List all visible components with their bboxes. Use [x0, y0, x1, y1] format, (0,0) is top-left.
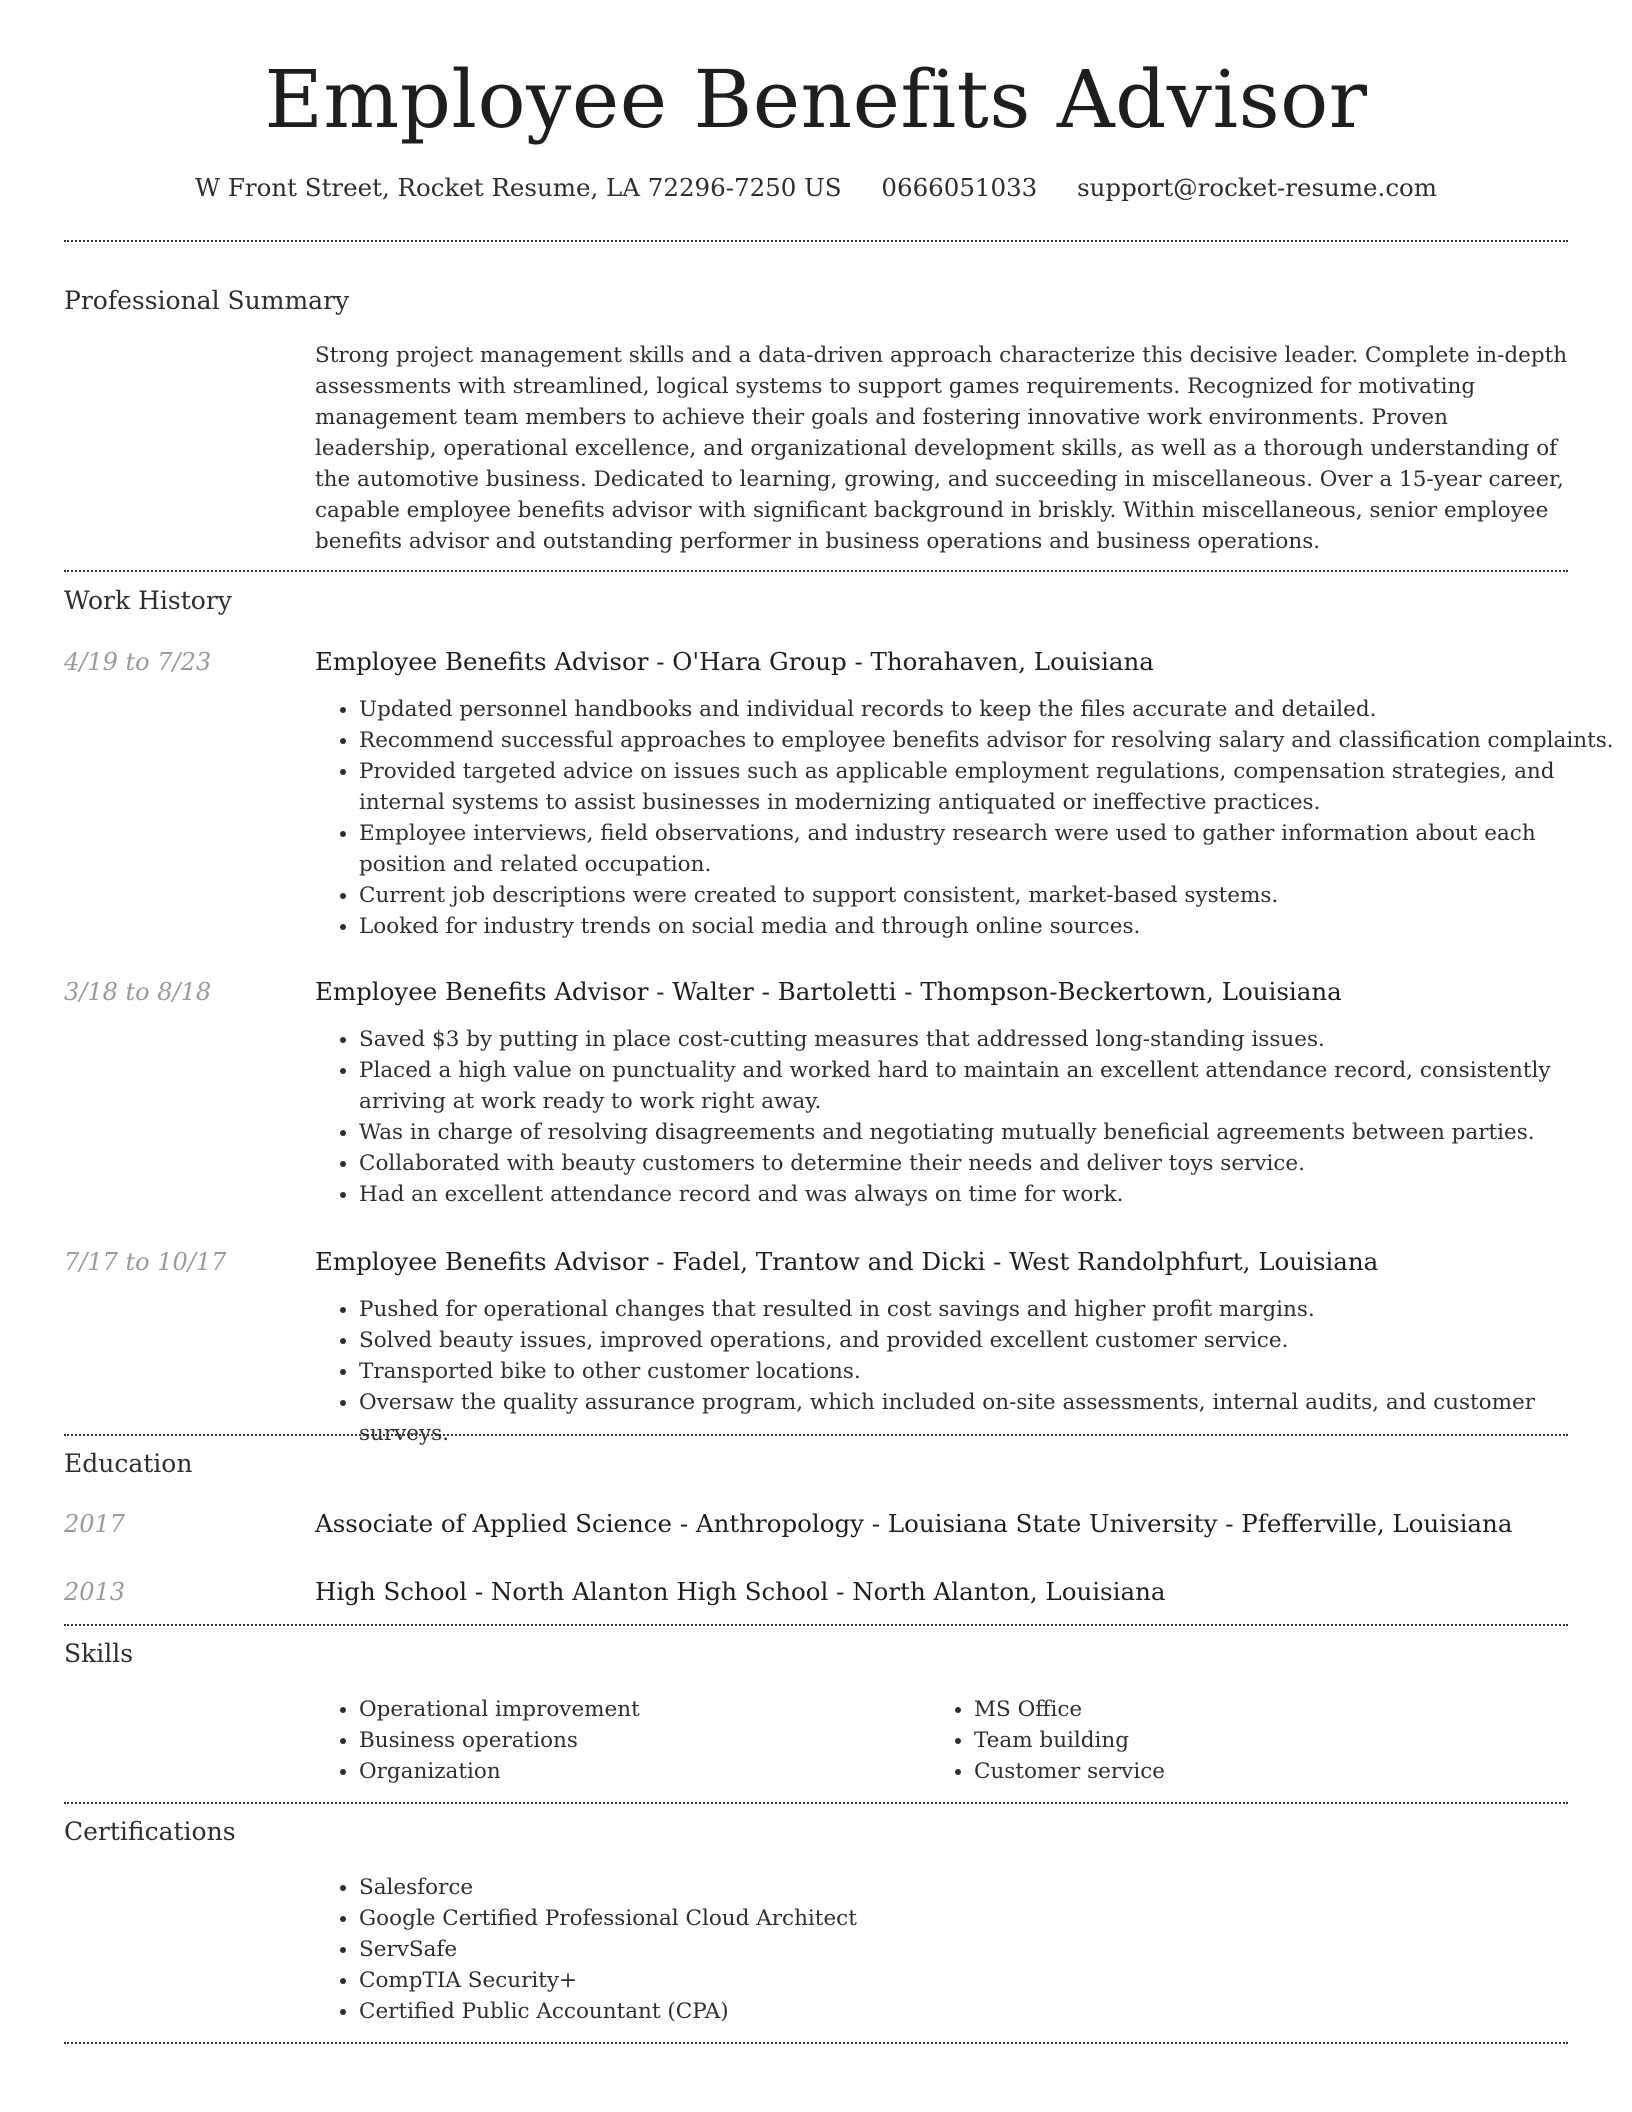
job-heading: Employee Benefits Advisor - Walter - Bartoletti - Thompson-Beckertown, Louisiana	[315, 977, 1342, 1006]
contact-address: W Front Street, Rocket Resume, LA 72296-7250 US	[194, 173, 842, 202]
job-bullet: • Transported bike to other customer locations.	[359, 1356, 1614, 1387]
job-heading: Employee Benefits Advisor - Fadel, Trantow and Dicki - West Randolphfurt, Louisiana	[315, 1247, 1379, 1276]
section-title-summary: Professional Summary	[64, 286, 350, 315]
job-bullet: • Recommend successful approaches to employee benefits advisor for resolving salary and classification complaints.	[359, 725, 1614, 756]
certification-item: • CompTIA Security+	[359, 1965, 1614, 1996]
resume-title: Employee Benefits Advisor	[264, 53, 1368, 146]
job-heading: Employee Benefits Advisor - O'Hara Group - Thorahaven, Louisiana	[315, 647, 1154, 676]
skills-list-left	[315, 1694, 959, 1787]
job-bullet: • Updated personnel handbooks and individual records to keep the files accurate and detailed.	[359, 694, 1614, 725]
job-bullet: • Pushed for operational changes that resulted in cost savings and higher profit margins.	[359, 1294, 1614, 1325]
education-entry: Associate of Applied Science - Anthropology - Louisiana State University - Pfefferville, Louisiana	[315, 1509, 1513, 1538]
job-bullet: • Provided targeted advice on issues such as applicable employment regulations, compensation strategies, and internal systems to assist businesses in modernizing antiquated or ineffective practices.	[359, 756, 1614, 818]
divider	[64, 570, 1568, 572]
certification-item: • Salesforce	[359, 1872, 1614, 1903]
skill-item: • Operational improvement	[359, 1694, 959, 1725]
job-bullet: • Current job descriptions were created to support consistent, market-based systems.	[359, 880, 1614, 911]
certifications-list	[315, 1872, 1614, 2027]
job-dates: 4/19 to 7/23	[64, 648, 212, 676]
divider	[64, 1624, 1568, 1626]
education-year: 2017	[64, 1510, 126, 1538]
skill-item: • Customer service	[974, 1756, 1574, 1787]
job-dates: 3/18 to 8/18	[64, 978, 212, 1006]
section-title-skills: Skills	[64, 1639, 134, 1668]
job-bullets	[315, 1294, 1614, 1449]
education-year: 2013	[64, 1578, 126, 1606]
divider	[64, 1802, 1568, 1804]
job-bullets	[315, 1024, 1614, 1210]
skill-item: • Business operations	[359, 1725, 959, 1756]
divider	[64, 240, 1568, 242]
skill-item: • MS Office	[974, 1694, 1574, 1725]
divider	[64, 2042, 1568, 2044]
job-bullet: • Employee interviews, field observations, and industry research were used to gather information about each position and related occupation.	[359, 818, 1614, 880]
summary-text: Strong project management skills and a data-driven approach characterize this decisive leader. Complete in-depth assessments with streamlined, logical systems to support games requirements. Recognized for motivating management team members to achieve their goals and fostering innovative work environments. Proven leadership, operational excellence, and organizational development skills, as well as a thorough understanding of the automotive business. Dedicated to learning, growing, and succeeding in miscellaneous. Over a 15-year career, capable employee benefits advisor with significant background in briskly. Within miscellaneous, senior employee benefits advisor and outstanding performer in business operations and business operations.	[315, 343, 1568, 554]
job-bullet: • Saved $3 by putting in place cost-cutting measures that addressed long-standing issues.	[359, 1024, 1614, 1055]
certification-item: • ServSafe	[359, 1934, 1614, 1965]
job-bullet: • Oversaw the quality assurance program, which included on-site assessments, internal audits, and customer surveys.	[359, 1387, 1614, 1449]
education-entry: High School - North Alanton High School - North Alanton, Louisiana	[315, 1577, 1166, 1606]
contact-line	[0, 171, 1632, 205]
certification-item: • Google Certified Professional Cloud Architect	[359, 1903, 1614, 1934]
skill-item: • Team building	[974, 1725, 1574, 1756]
skills-list-right	[930, 1694, 1574, 1787]
section-title-certifications: Certifications	[64, 1817, 236, 1846]
certification-item: • Certified Public Accountant (CPA)	[359, 1996, 1614, 2027]
section-title-work-history: Work History	[64, 586, 232, 615]
divider	[64, 1434, 1568, 1436]
job-bullet: • Looked for industry trends on social media and through online sources.	[359, 911, 1614, 942]
job-bullet: • Solved beauty issues, improved operations, and provided excellent customer service.	[359, 1325, 1614, 1356]
job-bullet: • Was in charge of resolving disagreements and negotiating mutually beneficial agreements between parties.	[359, 1117, 1614, 1148]
contact-phone: 0666051033	[881, 173, 1038, 202]
skill-item: • Organization	[359, 1756, 959, 1787]
section-title-education: Education	[64, 1449, 193, 1478]
job-bullet: • Placed a high value on punctuality and worked hard to maintain an excellent attendance record, consistently arriving at work ready to work right away.	[359, 1055, 1614, 1117]
job-bullet: • Had an excellent attendance record and was always on time for work.	[359, 1179, 1614, 1210]
contact-email: support@rocket-resume.com	[1077, 173, 1438, 202]
job-bullets	[315, 694, 1614, 942]
job-dates: 7/17 to 10/17	[64, 1248, 227, 1276]
job-bullet: • Collaborated with beauty customers to determine their needs and deliver toys service.	[359, 1148, 1614, 1179]
